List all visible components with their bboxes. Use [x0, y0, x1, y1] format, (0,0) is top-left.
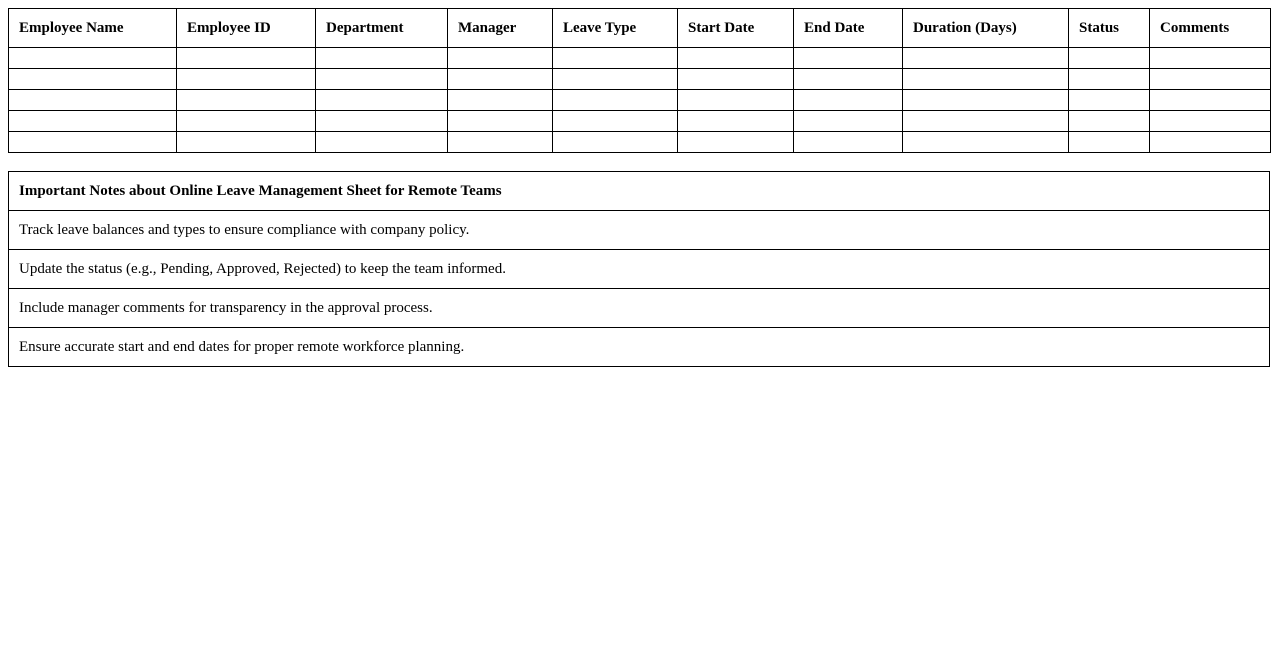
cell-end-date[interactable] — [794, 111, 903, 132]
note-row — [9, 211, 1270, 250]
cell-start-date[interactable] — [678, 69, 794, 90]
cell-employee-name[interactable] — [9, 69, 177, 90]
cell-leave-type[interactable] — [553, 69, 678, 90]
table-row — [9, 90, 1271, 111]
cell-status[interactable] — [1069, 132, 1150, 153]
cell-duration-days[interactable] — [903, 90, 1069, 111]
note-row — [9, 289, 1270, 328]
note-item: Ensure accurate start and end dates for proper remote workforce planning. — [9, 328, 1270, 367]
cell-status[interactable] — [1069, 90, 1150, 111]
note-item: Track leave balances and types to ensure compliance with company policy. — [9, 211, 1270, 250]
cell-manager[interactable] — [448, 132, 553, 153]
cell-leave-type[interactable] — [553, 111, 678, 132]
header-start-date: Start Date — [678, 9, 794, 48]
cell-comments[interactable] — [1150, 132, 1271, 153]
notes-header-row — [9, 172, 1270, 211]
cell-duration-days[interactable] — [903, 132, 1069, 153]
cell-manager[interactable] — [448, 69, 553, 90]
cell-comments[interactable] — [1150, 48, 1271, 69]
cell-employee-name[interactable] — [9, 132, 177, 153]
cell-manager[interactable] — [448, 90, 553, 111]
cell-comments[interactable] — [1150, 90, 1271, 111]
header-manager: Manager — [448, 9, 553, 48]
cell-status[interactable] — [1069, 111, 1150, 132]
table-row — [9, 132, 1271, 153]
cell-department[interactable] — [316, 69, 448, 90]
header-duration-days: Duration (Days) — [903, 9, 1069, 48]
cell-employee-name[interactable] — [9, 48, 177, 69]
cell-employee-name[interactable] — [9, 90, 177, 111]
cell-leave-type[interactable] — [553, 90, 678, 111]
cell-employee-id[interactable] — [177, 69, 316, 90]
cell-start-date[interactable] — [678, 90, 794, 111]
cell-employee-id[interactable] — [177, 111, 316, 132]
header-end-date: End Date — [794, 9, 903, 48]
header-employee-id: Employee ID — [177, 9, 316, 48]
note-item: Update the status (e.g., Pending, Approved, Rejected) to keep the team informed. — [9, 250, 1270, 289]
cell-department[interactable] — [316, 90, 448, 111]
important-notes-table — [8, 171, 1270, 367]
cell-start-date[interactable] — [678, 132, 794, 153]
cell-employee-name[interactable] — [9, 111, 177, 132]
note-item: Include manager comments for transparency in the approval process. — [9, 289, 1270, 328]
table-header-row — [9, 9, 1271, 48]
note-row — [9, 328, 1270, 367]
cell-duration-days[interactable] — [903, 69, 1069, 90]
cell-employee-id[interactable] — [177, 90, 316, 111]
cell-end-date[interactable] — [794, 48, 903, 69]
cell-employee-id[interactable] — [177, 132, 316, 153]
cell-leave-type[interactable] — [553, 132, 678, 153]
cell-employee-id[interactable] — [177, 48, 316, 69]
table-row — [9, 69, 1271, 90]
cell-end-date[interactable] — [794, 132, 903, 153]
header-comments: Comments — [1150, 9, 1271, 48]
cell-manager[interactable] — [448, 111, 553, 132]
cell-status[interactable] — [1069, 69, 1150, 90]
cell-end-date[interactable] — [794, 69, 903, 90]
header-employee-name: Employee Name — [9, 9, 177, 48]
cell-comments[interactable] — [1150, 69, 1271, 90]
table-row — [9, 48, 1271, 69]
cell-department[interactable] — [316, 132, 448, 153]
cell-comments[interactable] — [1150, 111, 1271, 132]
cell-status[interactable] — [1069, 48, 1150, 69]
note-row — [9, 250, 1270, 289]
cell-leave-type[interactable] — [553, 48, 678, 69]
cell-department[interactable] — [316, 111, 448, 132]
table-row — [9, 111, 1271, 132]
document-body — [8, 8, 1270, 367]
cell-manager[interactable] — [448, 48, 553, 69]
notes-title: Important Notes about Online Leave Management Sheet for Remote Teams — [9, 172, 1270, 211]
cell-end-date[interactable] — [794, 90, 903, 111]
cell-department[interactable] — [316, 48, 448, 69]
cell-start-date[interactable] — [678, 111, 794, 132]
leave-management-table — [8, 8, 1271, 153]
header-status: Status — [1069, 9, 1150, 48]
cell-duration-days[interactable] — [903, 111, 1069, 132]
header-leave-type: Leave Type — [553, 9, 678, 48]
cell-duration-days[interactable] — [903, 48, 1069, 69]
cell-start-date[interactable] — [678, 48, 794, 69]
header-department: Department — [316, 9, 448, 48]
